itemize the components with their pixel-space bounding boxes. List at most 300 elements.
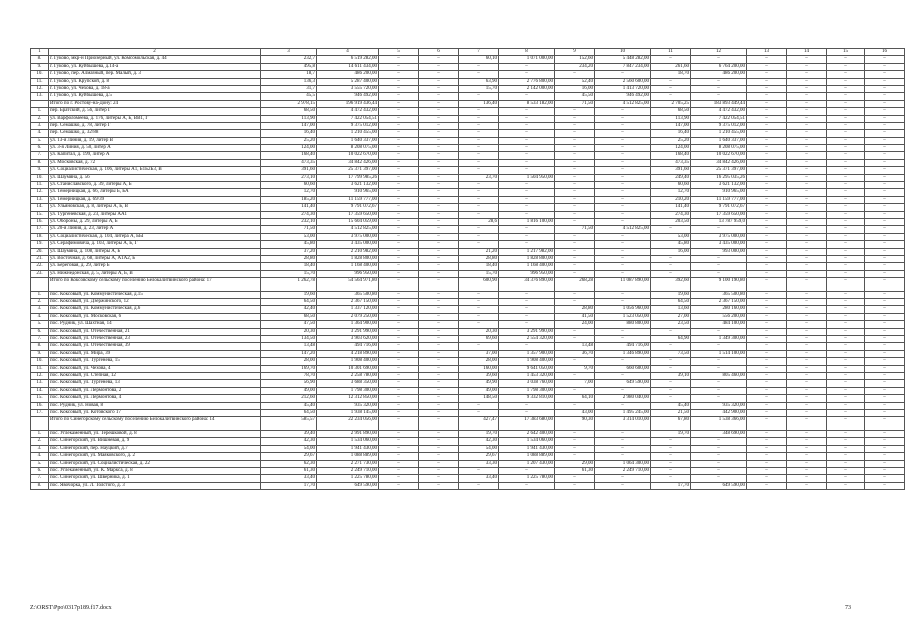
table-cell: –: [419, 211, 459, 218]
table-cell: 18,70: [651, 71, 691, 78]
table-cell: 392,60: [651, 278, 691, 292]
table-cell: –: [787, 350, 827, 357]
table-cell: 365 500,80: [691, 291, 747, 298]
table-cell: –: [787, 152, 827, 159]
table-cell: 2 705,25: [651, 100, 691, 107]
table-cell: ул. 20-я Линия, д. 23, литер А: [49, 226, 261, 233]
table-cell: 1 349 300,00: [691, 336, 747, 343]
table-cell: –: [827, 395, 865, 402]
table-row: [31, 306, 905, 313]
table-row: [31, 226, 905, 233]
table-cell: –: [459, 233, 499, 240]
table-cell: –: [555, 145, 595, 152]
table-cell: 996 950,00: [499, 270, 555, 277]
table-cell: –: [419, 241, 459, 248]
table-cell: 15,70: [459, 270, 499, 277]
table-cell: 18,7: [261, 71, 317, 78]
table-cell: –: [827, 255, 865, 262]
table-cell: 10 022 670,00: [317, 152, 379, 159]
table-cell: 3.: [31, 445, 49, 452]
table-cell: –: [555, 402, 595, 409]
table-cell: –: [419, 196, 459, 203]
table-row: [31, 270, 905, 277]
table-cell: –: [595, 130, 651, 137]
table-row: [31, 211, 905, 218]
table-cell: 9 375 012,00: [691, 122, 747, 129]
table-cell: –: [419, 365, 459, 372]
table-cell: –: [865, 85, 905, 92]
table-cell: –: [379, 328, 419, 335]
table-cell: –: [651, 343, 691, 350]
table-cell: –: [747, 226, 787, 233]
table-cell: –: [827, 204, 865, 211]
table-cell: пос. Синегорский, ул. Маяковского, д. 2: [49, 453, 261, 460]
table-cell: –: [865, 189, 905, 196]
table-cell: 37,00: [459, 350, 499, 357]
table-cell: 113,90: [261, 115, 317, 122]
table-cell: 2.: [31, 438, 49, 445]
table-cell: 12 312 850,00: [317, 395, 379, 402]
table-cell: –: [865, 395, 905, 402]
table-cell: 21,50: [651, 409, 691, 416]
table-cell: –: [787, 373, 827, 380]
table-cell: –: [595, 241, 651, 248]
table-cell: –: [827, 475, 865, 482]
table-cell: –: [459, 63, 499, 70]
table-cell: –: [865, 270, 905, 277]
table-cell: 37,20: [261, 248, 317, 255]
table-row: [31, 475, 905, 482]
table-cell: пос. Коксовый, ул. Лермонтова, 2: [49, 387, 261, 394]
table-cell: –: [747, 115, 787, 122]
table-cell: 7.: [31, 475, 49, 482]
table-cell: 2 271 730,00: [317, 460, 379, 467]
table-cell: –: [747, 402, 787, 409]
table-cell: 185,20: [261, 196, 317, 203]
table-cell: 53,00: [651, 233, 691, 240]
table-cell: –: [499, 299, 555, 306]
table-cell: 20,30: [261, 328, 317, 335]
table-cell: –: [459, 167, 499, 174]
table-cell: 29,67: [459, 453, 499, 460]
table-cell: 1 534 060,00: [499, 438, 555, 445]
table-cell: –: [555, 71, 595, 78]
table-cell: ул. Береговая, д. 29, литер Б: [49, 263, 261, 270]
table-cell: 124,00: [651, 145, 691, 152]
table-cell: –: [747, 453, 787, 460]
table-cell: –: [595, 299, 651, 306]
table-cell: –: [379, 241, 419, 248]
table-cell: –: [651, 467, 691, 474]
table-cell: –: [379, 417, 419, 431]
table-cell: –: [747, 204, 787, 211]
table-cell: –: [787, 248, 827, 255]
table-cell: 8.: [31, 343, 49, 350]
table-cell: –: [787, 328, 827, 335]
table-cell: ул. Темерницкая, д. 66, литеры Б, БА: [49, 189, 261, 196]
table-cell: 15.: [31, 395, 49, 402]
table-cell: –: [827, 145, 865, 152]
table-cell: –: [747, 438, 787, 445]
table-cell: –: [787, 115, 827, 122]
table-cell: 9 332 810,00: [499, 395, 555, 402]
column-header: 8: [499, 49, 555, 56]
table-cell: –: [827, 313, 865, 320]
table-cell: –: [499, 204, 555, 211]
table-cell: –: [419, 438, 459, 445]
table-cell: –: [827, 174, 865, 181]
table-row: [31, 482, 905, 489]
table-cell: –: [555, 241, 595, 248]
table-cell: –: [379, 460, 419, 467]
table-cell: 2 980 040,00: [595, 395, 651, 402]
table-cell: –: [555, 233, 595, 240]
table-cell: Итого по Синегорскому сельскому поселению Белокалитвинского района: 14: [49, 417, 261, 431]
table-cell: –: [379, 93, 419, 100]
table-cell: –: [499, 71, 555, 78]
table-cell: –: [787, 71, 827, 78]
table-cell: –: [691, 387, 747, 394]
table-cell: 16,40: [651, 130, 691, 137]
table-cell: –: [691, 93, 747, 100]
table-cell: 12.: [31, 85, 49, 92]
table-cell: –: [787, 241, 827, 248]
table-cell: –: [555, 255, 595, 262]
table-cell: –: [595, 189, 651, 196]
table-cell: –: [747, 387, 787, 394]
table-cell: –: [747, 100, 787, 107]
table-cell: –: [827, 467, 865, 474]
table-cell: –: [787, 270, 827, 277]
table-row: [31, 93, 905, 100]
table-cell: 234,20: [555, 63, 595, 70]
table-cell: 7.: [31, 152, 49, 159]
table-cell: –: [419, 145, 459, 152]
table-cell: –: [747, 167, 787, 174]
table-cell: 1 938 145,00: [317, 409, 379, 416]
table-cell: –: [827, 196, 865, 203]
table-cell: –: [865, 137, 905, 144]
table-cell: –: [499, 145, 555, 152]
subtotal-row: [31, 278, 905, 292]
table-cell: –: [865, 211, 905, 218]
table-cell: –: [379, 145, 419, 152]
table-cell: –: [499, 313, 555, 320]
table-cell: 8.: [31, 159, 49, 166]
table-cell: –: [827, 358, 865, 365]
table-cell: –: [865, 321, 905, 328]
table-cell: –: [499, 211, 555, 218]
table-cell: 7 422 054,51: [691, 115, 747, 122]
table-cell: –: [747, 475, 787, 482]
table-cell: ул. Станиславского, д. 39, литеры А, Б: [49, 182, 261, 189]
table-cell: 60,60: [651, 182, 691, 189]
table-cell: –: [827, 159, 865, 166]
table-cell: –: [747, 182, 787, 189]
table-cell: 1 357 900,00: [499, 350, 555, 357]
table-cell: –: [419, 85, 459, 92]
table-cell: –: [595, 233, 651, 240]
table-cell: –: [747, 365, 787, 372]
table-cell: –: [651, 453, 691, 460]
table-cell: –: [419, 100, 459, 107]
table-cell: –: [595, 430, 651, 437]
table-cell: –: [787, 321, 827, 328]
table-cell: –: [865, 409, 905, 416]
table-row: [31, 299, 905, 306]
table-row: [31, 373, 905, 380]
table-cell: 29,67: [261, 453, 317, 460]
table-cell: 13,60: [651, 306, 691, 313]
table-cell: –: [827, 387, 865, 394]
table-cell: пер. Семашко, д. 78, литер Г: [49, 122, 261, 129]
table-cell: 600,90: [459, 278, 499, 292]
table-cell: –: [499, 343, 555, 350]
table-cell: 56,90: [261, 380, 317, 387]
table-cell: 2 210 982,00: [317, 248, 379, 255]
table-cell: 1 088 889,00: [499, 453, 555, 460]
table-cell: 1 413 720,00: [595, 85, 651, 92]
table-cell: –: [595, 438, 651, 445]
table-cell: 1 210 455,00: [691, 130, 747, 137]
table-cell: 1.: [31, 291, 49, 298]
table-cell: –: [865, 358, 905, 365]
table-row: [31, 218, 905, 225]
table-cell: 28,6: [459, 218, 499, 225]
table-cell: 3.: [31, 306, 49, 313]
table-cell: –: [555, 438, 595, 445]
table-row: [31, 395, 905, 402]
table-cell: –: [787, 430, 827, 437]
table-row: [31, 336, 905, 343]
table-cell: –: [865, 145, 905, 152]
table-row: [31, 130, 905, 137]
table-cell: –: [555, 152, 595, 159]
column-header: 2: [49, 49, 261, 56]
table-cell: –: [787, 182, 827, 189]
table-cell: –: [691, 358, 747, 365]
table-cell: –: [747, 467, 787, 474]
table-cell: 1 828 800,00: [317, 255, 379, 262]
table-cell: 946 492,00: [595, 93, 651, 100]
table-cell: –: [595, 263, 651, 270]
table-cell: –: [595, 159, 651, 166]
table-cell: 61,30: [261, 467, 317, 474]
table-cell: 31,7: [261, 85, 317, 92]
table-cell: –: [651, 460, 691, 467]
table-cell: 3 555 720,00: [317, 85, 379, 92]
table-row: [31, 263, 905, 270]
table-cell: –: [787, 93, 827, 100]
table-cell: –: [827, 321, 865, 328]
table-cell: г. Гуково, ул. Куйбышева, д.5: [49, 93, 261, 100]
table-cell: пос. Синегорский, ул. Шверника, д. 1: [49, 475, 261, 482]
table-cell: 17,70: [651, 482, 691, 489]
table-cell: 805 460,00: [691, 373, 747, 380]
table-cell: –: [379, 482, 419, 489]
table-cell: –: [691, 475, 747, 482]
table-cell: –: [379, 100, 419, 107]
table-cell: –: [595, 453, 651, 460]
table-row: [31, 167, 905, 174]
table-cell: 12,70: [261, 189, 317, 196]
table-cell: 15,70: [261, 270, 317, 277]
table-cell: –: [379, 56, 419, 63]
table-cell: –: [459, 409, 499, 416]
table-cell: ул. Шаумяна, д. 108, литеры А, Б: [49, 248, 261, 255]
table-cell: –: [379, 130, 419, 137]
table-cell: 1 798 300,00: [499, 387, 555, 394]
table-cell: –: [419, 430, 459, 437]
table-cell: –: [379, 63, 419, 70]
table-cell: пос. Коксовый, ул. Тургенева, 15: [49, 358, 261, 365]
table-cell: 5.: [31, 137, 49, 144]
table-cell: ул. Ульяновская, д. 8, литеры А, Б, В: [49, 204, 261, 211]
table-cell: –: [747, 241, 787, 248]
table-row: [31, 182, 905, 189]
subtotal-row: [31, 417, 905, 431]
column-header: 13: [747, 49, 787, 56]
table-cell: –: [651, 56, 691, 63]
table-cell: –: [691, 85, 747, 92]
table-cell: –: [827, 248, 865, 255]
table-cell: 8 208 075,00: [691, 145, 747, 152]
table-cell: ул. Тургеневская, д. 23, литеры АА1: [49, 211, 261, 218]
table-cell: пос. Коксовый, ул. Котовского 17: [49, 409, 261, 416]
table-cell: –: [691, 255, 747, 262]
table-cell: 5.: [31, 321, 49, 328]
table-cell: –: [459, 93, 499, 100]
table-cell: [31, 278, 49, 292]
table-cell: –: [787, 159, 827, 166]
table-cell: –: [691, 380, 747, 387]
table-cell: –: [747, 328, 787, 335]
table-cell: 1 908 400,00: [499, 358, 555, 365]
table-cell: 64,50: [651, 299, 691, 306]
table-cell: –: [787, 313, 827, 320]
table-cell: 39,10: [651, 373, 691, 380]
table-cell: –: [747, 108, 787, 115]
table-cell: –: [419, 460, 459, 467]
table-cell: –: [379, 226, 419, 233]
column-header: 1: [31, 49, 49, 56]
table-cell: 442 900,00: [691, 409, 747, 416]
table-cell: –: [499, 137, 555, 144]
table-cell: –: [459, 130, 499, 137]
table-cell: 28,80: [261, 255, 317, 262]
table-cell: –: [555, 167, 595, 174]
table-cell: 168,40: [261, 152, 317, 159]
table-cell: 17 359 650,00: [691, 211, 747, 218]
column-header: 16: [865, 49, 905, 56]
table-cell: 9 100 190,80: [691, 278, 747, 292]
table-cell: 73,50: [651, 350, 691, 357]
table-cell: –: [747, 291, 787, 298]
table-row: [31, 63, 905, 70]
table-cell: –: [827, 460, 865, 467]
table-cell: ул. 3-я Линия, д. 50, литер А: [49, 145, 261, 152]
table-cell: –: [419, 321, 459, 328]
table-cell: –: [747, 358, 787, 365]
table-cell: –: [419, 71, 459, 78]
table-cell: –: [651, 270, 691, 277]
table-cell: 13.: [31, 196, 49, 203]
table-cell: 7.: [31, 336, 49, 343]
table-cell: 1 262,78: [261, 278, 317, 292]
table-cell: –: [827, 291, 865, 298]
table-cell: 28,80: [555, 306, 595, 313]
table-cell: 90,30: [555, 417, 595, 431]
table-cell: –: [555, 299, 595, 306]
table-cell: 6.: [31, 145, 49, 152]
table-cell: –: [379, 174, 419, 181]
table-row: [31, 291, 905, 298]
table-cell: –: [651, 358, 691, 365]
table-cell: 3 435 000,00: [691, 241, 747, 248]
table-cell: –: [419, 291, 459, 298]
table-cell: –: [747, 137, 787, 144]
table-cell: 25 371 397,00: [691, 167, 747, 174]
table-row: [31, 56, 905, 63]
table-cell: 1 640 337,00: [691, 137, 747, 144]
table-cell: –: [379, 189, 419, 196]
table-cell: –: [555, 182, 595, 189]
table-row: [31, 189, 905, 196]
table-cell: –: [555, 211, 595, 218]
table-cell: 12.: [31, 373, 49, 380]
table-cell: –: [379, 122, 419, 129]
table-row: [31, 145, 905, 152]
table-cell: 14.: [31, 204, 49, 211]
table-cell: ул. Обороны, д. 29, литеры А, Б: [49, 218, 261, 225]
table-cell: –: [747, 255, 787, 262]
table-cell: –: [865, 226, 905, 233]
table-cell: –: [419, 93, 459, 100]
table-cell: –: [827, 218, 865, 225]
table-cell: –: [747, 373, 787, 380]
table-cell: 6 519 282,00: [317, 56, 379, 63]
table-cell: –: [379, 152, 419, 159]
table-cell: –: [787, 395, 827, 402]
table-row: [31, 445, 905, 452]
table-cell: 1 816 100,00: [499, 218, 555, 225]
table-cell: 141,40: [261, 204, 317, 211]
table-cell: пос. Коксовый, ул. Московская, 6: [49, 313, 261, 320]
table-cell: 39,60: [459, 373, 499, 380]
table-cell: ул. Социалистическая, д. 104, литера А, БЫ: [49, 233, 261, 240]
table-cell: –: [865, 263, 905, 270]
table-cell: пос. Синегорский, ул. Вишневая, д. 9: [49, 438, 261, 445]
table-cell: –: [595, 108, 651, 115]
table-cell: –: [691, 78, 747, 85]
table-cell: –: [827, 100, 865, 107]
table-cell: –: [459, 226, 499, 233]
table-cell: –: [787, 358, 827, 365]
table-cell: –: [555, 475, 595, 482]
table-cell: –: [651, 387, 691, 394]
table-cell: 1 504 950,00: [499, 174, 555, 181]
table-cell: –: [555, 218, 595, 225]
table-cell: –: [787, 137, 827, 144]
table-cell: –: [747, 343, 787, 350]
table-cell: 19,70: [459, 430, 499, 437]
table-cell: 4 512 825,00: [317, 226, 379, 233]
header-row: [31, 49, 905, 56]
table-cell: –: [827, 409, 865, 416]
table-cell: –: [419, 108, 459, 115]
table-cell: 17 799 985,26: [317, 174, 379, 181]
table-cell: –: [827, 278, 865, 292]
